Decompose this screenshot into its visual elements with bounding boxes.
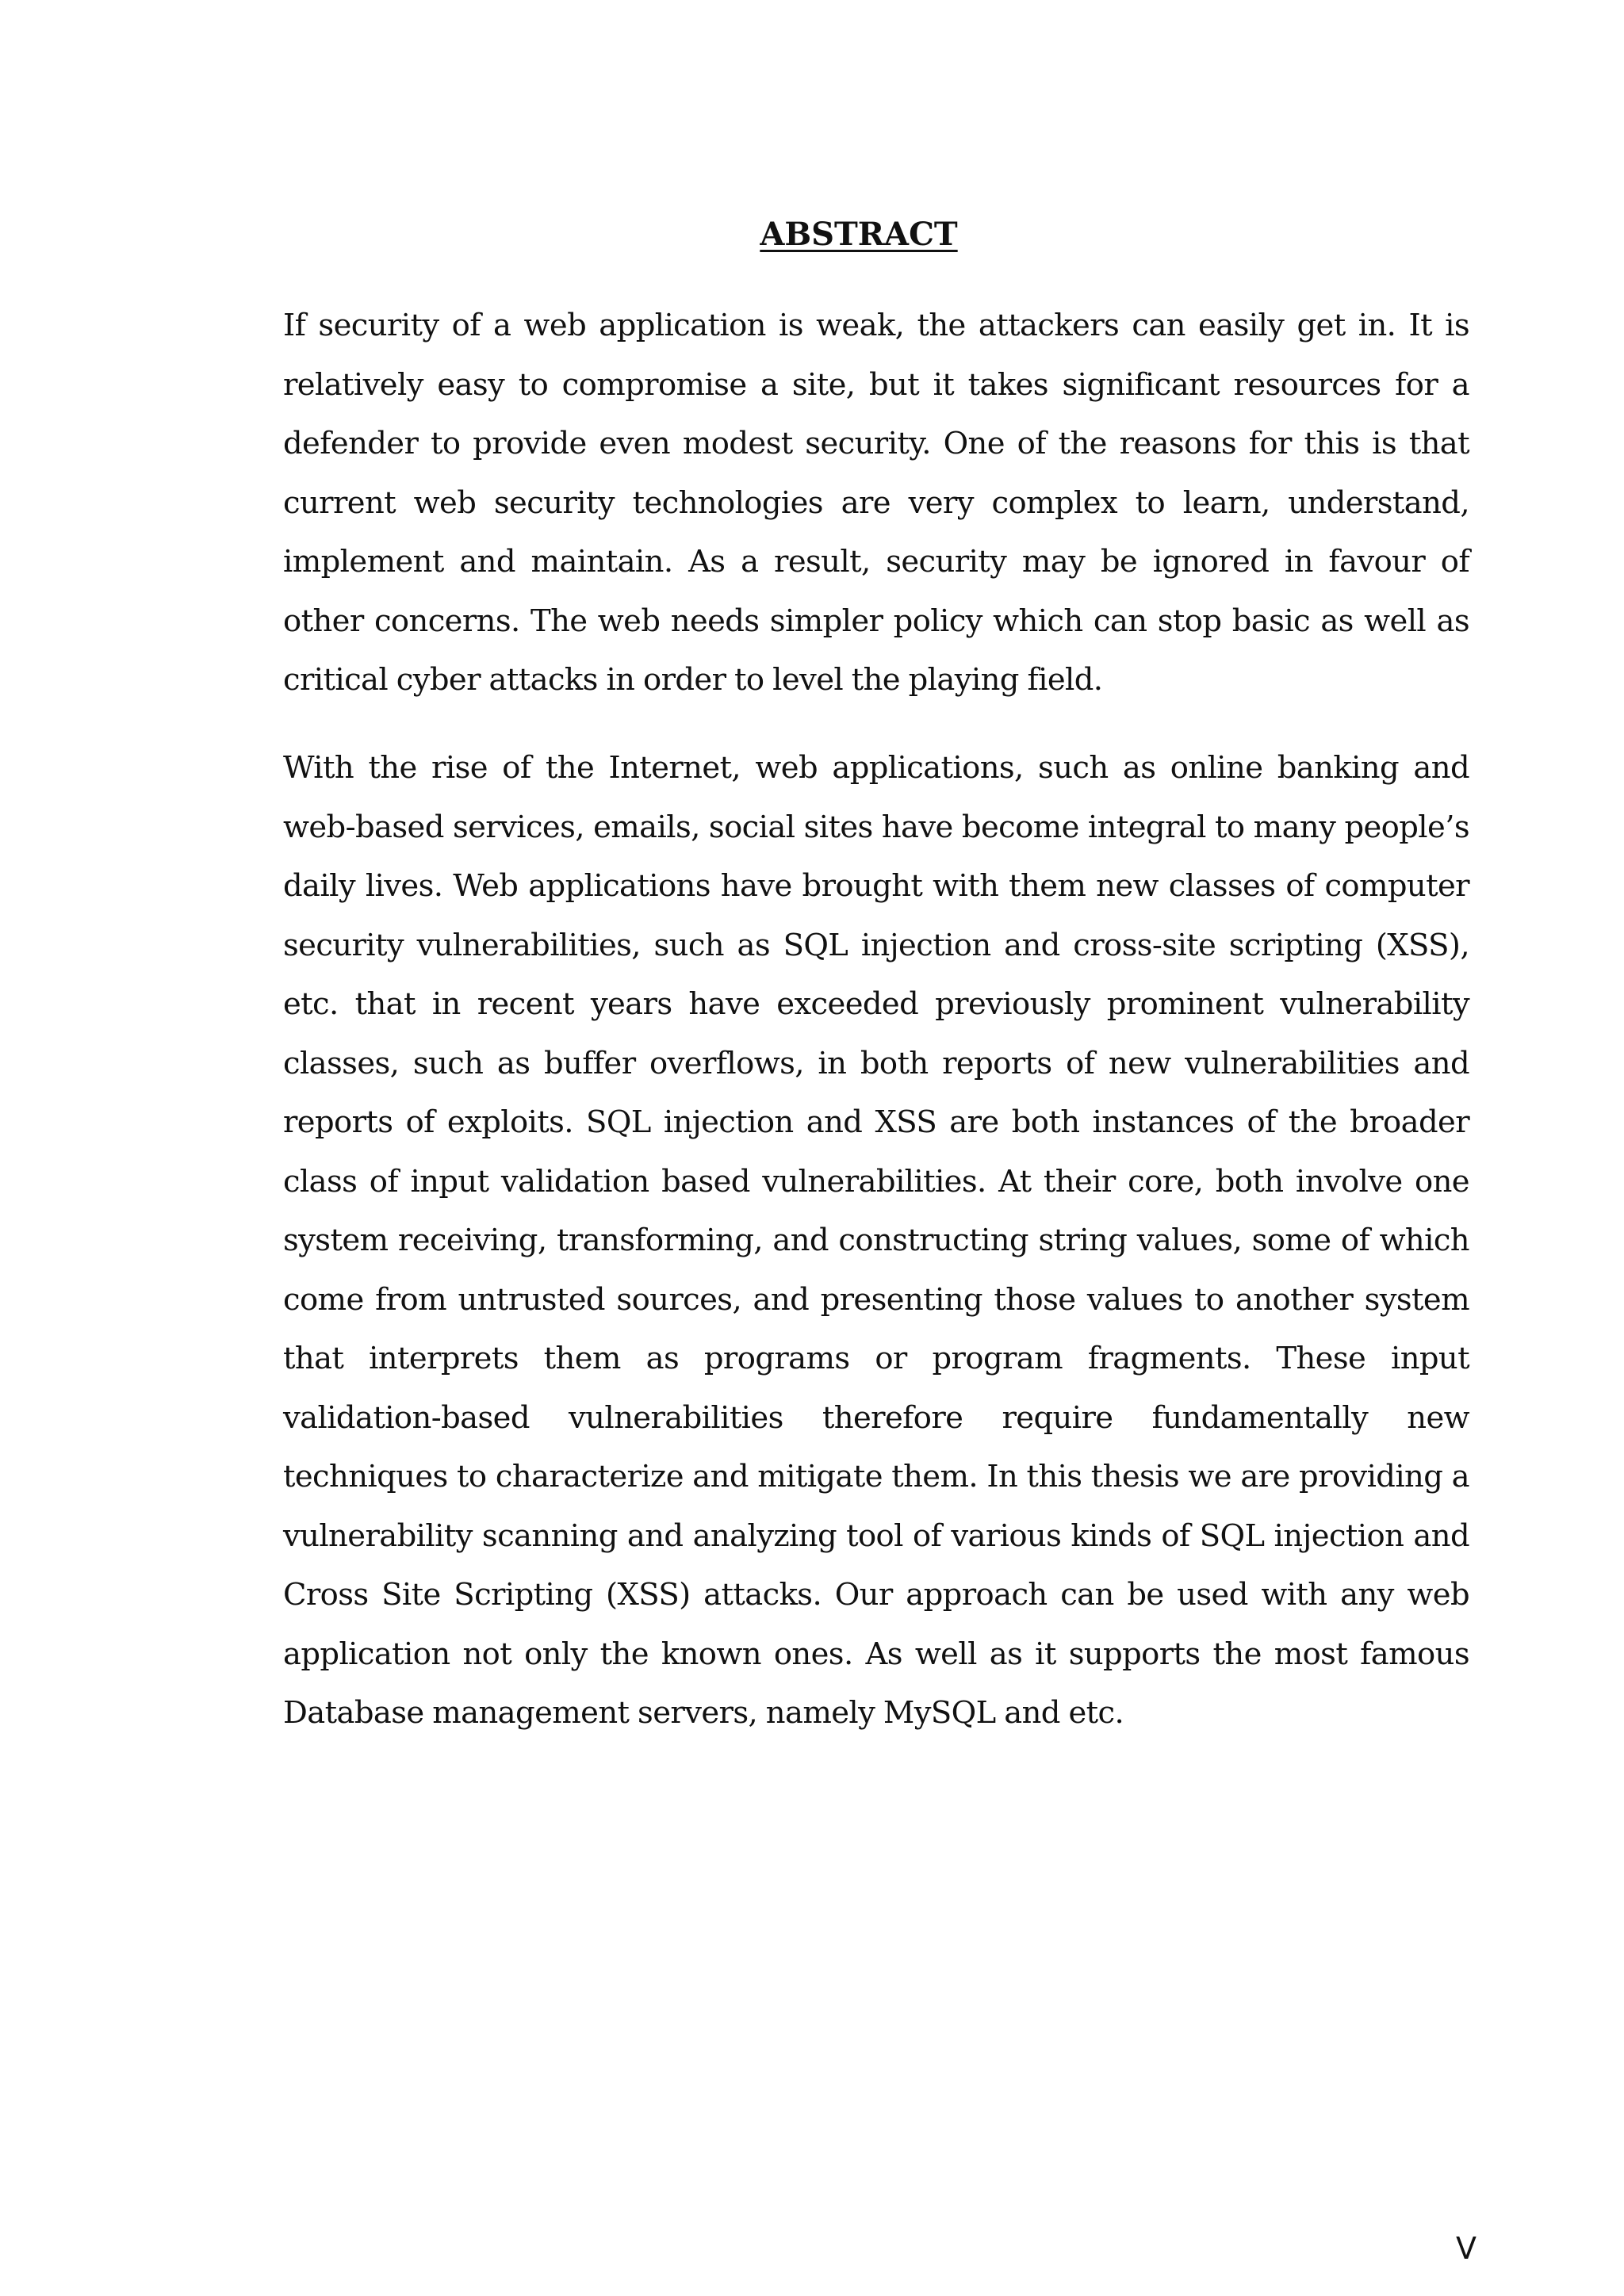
abstract-paragraph-1: If security of a web application is weak, the attackers can easily get in. It is relatively easy to compromise a site, but it takes significant resources for a defender to provide even modest security. One of the reasons for this is that current web security technologies are very complex to learn, understand, implement and maintain. As a result, security may be ignored in favour of other concerns. The web needs simpler policy which can stop basic as well as critical cyber attacks in order to level the playing field. <box>283 308 1469 698</box>
page-title: ABSTRACT <box>760 216 958 253</box>
abstract-paragraph-2: With the rise of the Internet, web applications, such as online banking and web-based services, emails, social sites have become integral to many people’s daily lives. Web applications have brought with them new classes of computer security vulnerabilities, such as SQL injection and cross-site scripting (XSS), etc. that in recent years have exceeded previously prominent vulnerability classes, such as buffer overflows, in both reports of new vulnerabilities and reports of exploits. SQL injection and XSS are both instances of the broader class of input validation based vulnerabilities. At their core, both involve one system receiving, transforming, and constructing string values, some of which come from untrusted sources, and presenting those values to another system that interprets them as programs or program fragments. These input validation-based vulnerabilities therefore require fundamentally new techniques to characterize and mitigate them. In this thesis we are providing a vulnerability scanning and analyzing tool of various kinds of SQL injection and Cross Site Scripting (XSS) attacks. Our approach can be used with any web application not only the known ones. As well as it supports the most famous Database management servers, namely MySQL and etc. <box>283 750 1469 1731</box>
page-number: V <box>1456 2231 1477 2266</box>
